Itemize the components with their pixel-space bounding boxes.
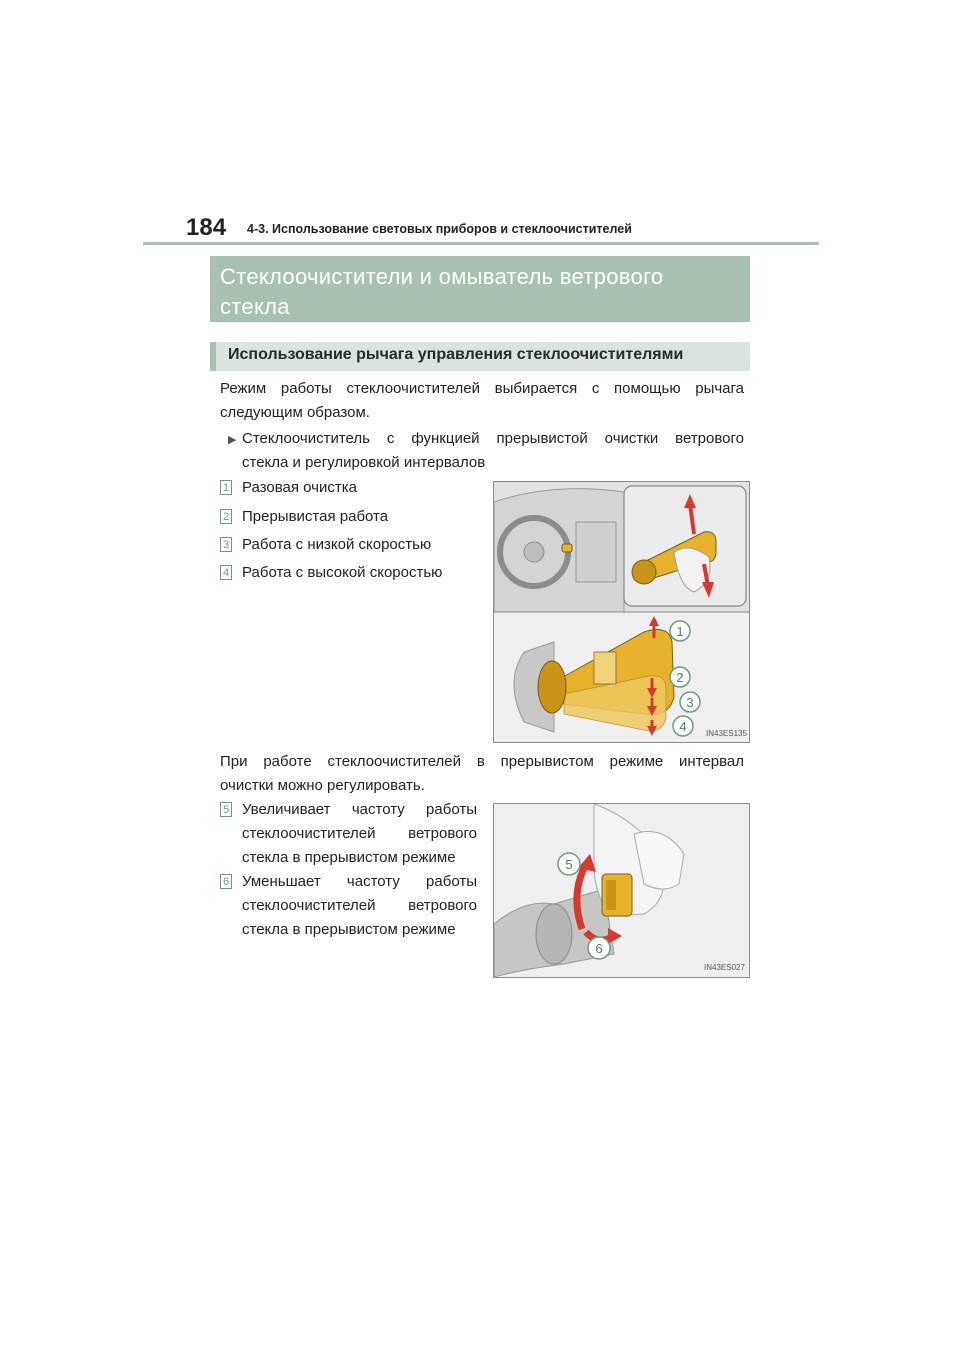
adjust-5-line1: Увеличивает частоту работы [242,801,477,818]
figure2-code: IN43ES027 [704,963,745,972]
interval-knob-drawing [494,804,749,977]
section-title-box [210,256,750,322]
callout-5: 5 [565,857,573,872]
interval-paragraph [220,750,744,798]
subsection-title-box [210,342,750,371]
adjust-6-line2: стеклоочистителей ветрового [242,897,477,914]
callout-1: 1 [676,624,684,639]
number-badge-6-icon: 6 [220,874,232,889]
number-badge-5-icon: 5 [220,802,232,817]
bullet-text [242,427,744,475]
bullet-line2: стекла и регулировкой интервалов [242,454,486,471]
mode-1-label: Разовая очистка [242,479,357,496]
page-number: 184 [186,214,227,241]
adjust-6-line1: Уменьшает частоту работы [242,873,477,890]
adjust-5-text [242,798,477,870]
intro-line1: Режим работы стеклоочистителей выбирается с помощью рычага [220,380,744,397]
adjust-6-line3: стекла в прерывистом режиме [242,921,456,938]
section-title-line1: Стеклоочистители и омыватель ветрового [220,264,664,289]
figure1-code: IN43ES135 [706,729,747,738]
number-badge-3-icon: 3 [220,537,232,552]
callout-3: 3 [686,695,694,710]
bullet-triangle-icon: ▶ [228,434,237,446]
number-badge-2-icon: 2 [220,509,232,524]
header-divider [143,242,819,245]
adjust-6-text [242,870,477,942]
mode-3-label: Работа с низкой скоростью [242,536,432,553]
adjust-5-line3: стекла в прерывистом режиме [242,849,456,866]
mode-4-label: Работа с высокой скоростью [242,564,443,581]
number-badge-4-icon: 4 [220,565,232,580]
interval-knob-illustration [493,803,750,978]
wiper-lever-illustration [493,481,750,743]
adjust-5-line2: стеклоочистителей ветрового [242,825,477,842]
bullet-line1: Стеклоочиститель с функцией прерывистой очистки ветрового [242,430,744,447]
section-title-line2: стекла [220,294,290,319]
subsection-title: Использование рычага управления стеклоочистителями [228,346,684,363]
number-badge-1-icon: 1 [220,480,232,495]
callout-2: 2 [676,670,684,685]
callout-4: 4 [679,719,687,734]
interval-line2: очистки можно регулировать. [220,777,425,794]
callout-6: 6 [595,941,603,956]
intro-line2: следующим образом. [220,404,370,421]
interval-line1: При работе стеклоочистителей в прерывистом режиме интервал [220,753,744,770]
wiper-lever-drawing [494,482,749,742]
section-path: 4-3. Использование световых приборов и стеклоочистителей [247,222,632,236]
intro-paragraph [220,377,744,425]
mode-2-label: Прерывистая работа [242,508,389,525]
